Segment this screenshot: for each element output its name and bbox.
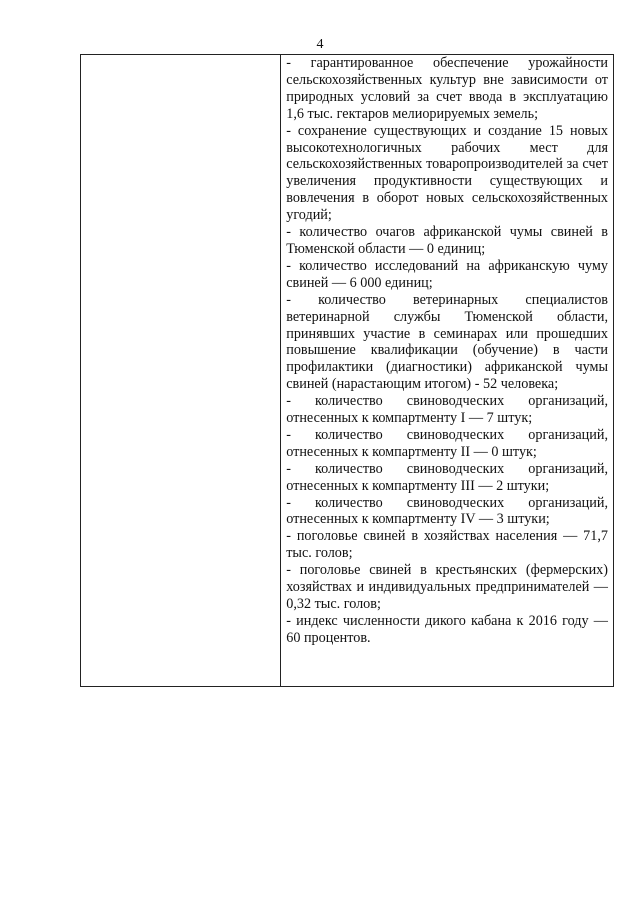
- list-item: - количество очагов африканской чумы свиней в Тюменской области — 0 единиц;: [286, 224, 608, 257]
- list-item: - гарантированное обеспечение урожайности сельскохозяйственных культур вне зависимости от природных условий за счет ввода в эксплуатацию 1,6 тыс. гектаров мелиорируемых земель;: [286, 55, 608, 122]
- list-item: - количество свиноводческих организаций, отнесенных к компартменту IV — 3 штуки;: [286, 494, 608, 528]
- indicators-table: [80, 54, 614, 687]
- table-right-cell: [281, 55, 613, 686]
- page-number: 4: [316, 37, 324, 52]
- list-item: - поголовье свиней в крестьянских (фермерских) хозяйствах и индивидуальных предпринимателей — 0,32 тыс. голов;: [286, 562, 608, 612]
- list-item: - количество свиноводческих организаций, отнесенных к компартменту III — 2 штуки;: [286, 460, 608, 494]
- table-left-cell: [81, 55, 281, 686]
- list-item: - индекс численности дикого кабана к 2016 году — 60 процентов.: [286, 612, 608, 646]
- list-item: - сохранение существующих и создание 15 новых высокотехнологичных рабочих мест для сельскохозяйственных товаропроизводителей за счет увеличения продуктивности существующих и вовлечения в оборот новых сельскохозяйственных угодий;: [286, 122, 608, 224]
- list-item: - количество свиноводческих организаций, отнесенных к компартменту I — 7 штук;: [286, 393, 608, 427]
- list-item: - количество свиноводческих организаций, отнесенных к компартменту II — 0 штук;: [286, 426, 608, 460]
- list-item: - количество ветеринарных специалистов ветеринарной службы Тюменской области, принявших участие в семинарах или прошедших повышение квалификации (обучение) в части профилактики (диагностики) африканской чумы свиней (нарастающим итогом) - 52 человека;: [286, 291, 608, 393]
- list-item: - поголовье свиней в хозяйствах населения — 71,7 тыс. голов;: [286, 528, 608, 562]
- list-item: - количество исследований на африканскую чуму свиней — 6 000 единиц;: [286, 257, 608, 291]
